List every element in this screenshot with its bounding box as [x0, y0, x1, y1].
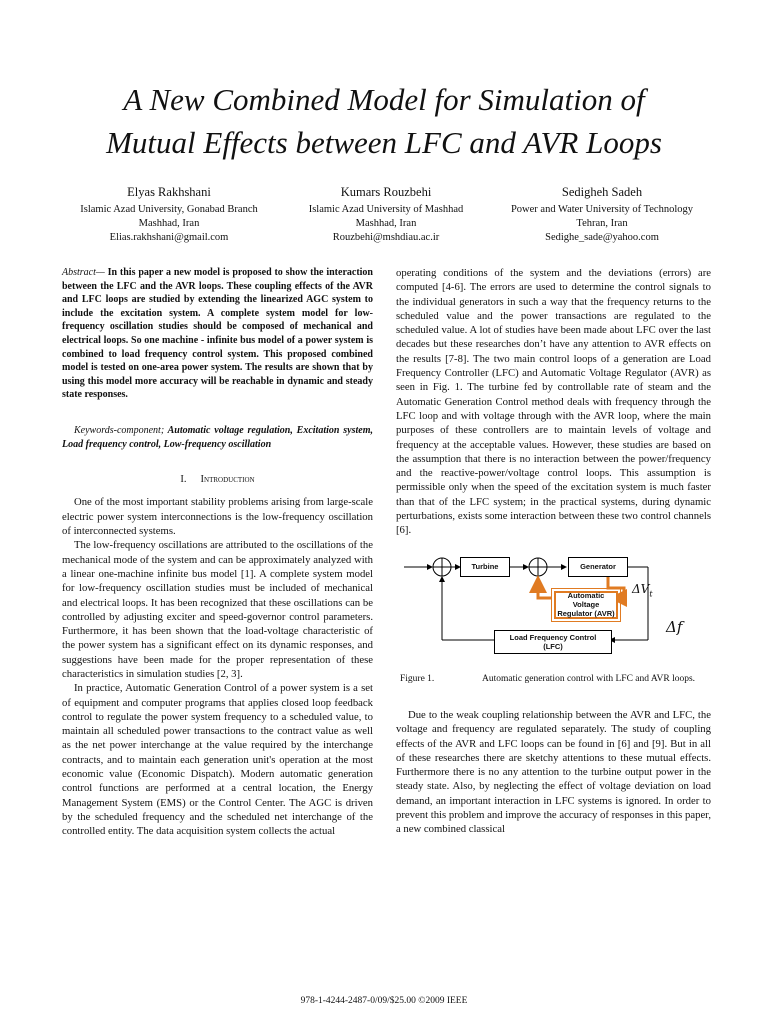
figure-1-diagram: [396, 548, 711, 666]
author-city: Mashhad, Iran: [138, 218, 200, 229]
lfc-label-line-1: Load Frequency Control: [509, 632, 597, 642]
author-affiliation: Power and Water University of Technology: [510, 204, 694, 215]
summing-junction-2: [529, 558, 547, 576]
figure-caption: [396, 672, 711, 686]
avr-block: [554, 591, 618, 619]
keywords-text: Automatic voltage regulation, Excitation system, Load frequency control, Low-frequency oscillation: [62, 424, 373, 450]
author-3: [492, 184, 712, 245]
avr-label-line-2: Regulator (AVR): [557, 609, 615, 619]
title-line-2: Mutual Effects between LFC and AVR Loops: [106, 125, 662, 160]
section-title: Introduction: [200, 474, 255, 486]
right-column: [396, 266, 711, 837]
delta-vt-subscript: t: [649, 589, 653, 599]
paper-title: [40, 78, 728, 164]
author-1: [62, 184, 276, 245]
keywords-lead: Keywords-component;: [74, 424, 165, 436]
body-paragraph: In practice, Automatic Generation Control of a power system is a set of equipment and computer programs that applies closed loop feedback control to regulate the power system frequency to a scheduled value, to maintain all scheduled power transactions to the contract value as well as the net power interchange at the value required by the interchange contracts, and to maintain each generation unit's operation at the most economic value (Economic Dispatch). Modern automatic generation control functions are performed at a central location, the Energy Management System (EMS) or the Control Center. The AGC is driven by the scheduled frequency and the scheduled net interchange of the controlled entity. The data acquisition system collects the actual: [62, 682, 373, 838]
turbine-block: Turbine: [460, 557, 510, 577]
author-affiliation: Islamic Azad University, Gonabad Branch: [80, 204, 258, 215]
author-email: Sedighe_sade@yahoo.com: [545, 232, 659, 243]
left-column: [62, 266, 373, 839]
author-affiliation: Islamic Azad University of Mashhad: [308, 204, 464, 215]
generator-block: Generator: [568, 557, 628, 577]
author-name: Kumars Rouzbehi: [340, 185, 432, 199]
body-paragraph: The low-frequency oscillations are attributed to the oscillations of the mechanical mode of the system and can be approximately analyzed with a linear one-machine infinite bus model [1]. A complete system model for low-frequency oscillation studies must be included of mechanical and electrical loops. It has been recognized that these oscillations can be controlled by adjusting exciter and speed-governor control parameters. Furthermore, it has been shown that the load-voltage characteristic of the power system has a significant effect on its dynamic responses, and suggestions have been made for the proper representation of these characteristics in simulation studies [2, 3].: [62, 539, 373, 680]
author-city: Tehran, Iran: [576, 218, 628, 229]
section-number: I.: [180, 474, 187, 486]
abstract-text: In this paper a new model is proposed to show the interaction between the LFC and the AVR loops. These coupling effects of the AVR and LFC loops are studied by extending the linearized AGC system to include the excitation system. A complete system model for low-frequency oscillation studies should be composed of mechanical and electrical loops. So one machine - infinite bus model of a power system is combined to load frequency control system. This proposed combined model is tested on one-area power system. The results are shown that by using this model more accuracy will be reachable in dynamic and steady state responses.: [62, 267, 373, 401]
avr-label-line-1: Automatic Voltage: [567, 591, 605, 610]
body-paragraph: Due to the weak coupling relationship between the AVR and LFC, the voltage and frequency are regulated separately. The study of coupling effects of the AVR and LFC loops can be found in [6] and [9]. But in all of these researches there are sketchy attentions to these mutual effects. Furthermore there is no any attention to the turbine output power in the steady state. Also, by neglecting the effect of voltage deviation on load demand, an important interaction in LFC systems is ignored. In order to prevent this problem and improve the accuracy of responses in this paper, a new combined classical: [396, 708, 711, 836]
delta-vt-symbol: ΔV: [632, 581, 650, 596]
body-paragraph: operating conditions of the system and the deviations (errors) are computed [4-6]. The errors are used to determine the control signals to the individual generators in such a way that the frequency returns to the scheduled value and the power transactions are regulated to the scheduled value. A lot of studies have been made about LFC over the last decades but these researches don’t have any attention to AVR effects on the results [7-8]. The two main control loops of a generation are Load Frequency Controller (LFC) and Automatic Voltage Regulator (AVR) as seen in Fig. 1. The turbine fed by controllable rate of steam and the Automatic Generation Control method deals with frequency through the LFC loop and with voltage through with the AVR loop, where the main purposes of these controllers are to maintain levels of voltage and frequency at the acceptable values. However, these studies are based on the assumption that there is no interaction between the power/frequency and the reactive-power/voltage control loops. This assumption is permissible only when the speed of the excitation system is much faster than that of the LFC system; in the practical systems, during dynamic perturbations, exists some interaction between these two control channels [6].: [396, 267, 711, 537]
body-paragraph: One of the most important stability problems arising from large-scale electric power system interconnections is the low-frequency oscillation of interconnected systems.: [62, 496, 373, 538]
keywords: [62, 424, 373, 451]
author-2: [288, 184, 484, 245]
delta-vt-label: [632, 582, 653, 602]
section-heading: [62, 473, 373, 487]
author-city: Mashhad, Iran: [355, 218, 417, 229]
caption-text: Automatic generation control with LFC and AVR loops.: [482, 673, 696, 684]
author-name: Sedigheh Sadeh: [561, 185, 643, 199]
author-block: [0, 184, 768, 254]
title-line-1: A New Combined Model for Simulation of: [123, 82, 645, 117]
abstract: [62, 266, 373, 402]
summing-junction-1: [433, 558, 451, 576]
page-footer: 978-1-4244-2487-0/09/$25.00 ©2009 IEEE: [300, 996, 468, 1006]
author-email: Rouzbehi@mshdiau.ac.ir: [332, 232, 440, 243]
lfc-block: [494, 630, 612, 654]
abstract-lead: Abstract—: [62, 267, 105, 278]
lfc-label-line-2: (LFC): [543, 641, 563, 651]
delta-f-label: Δf: [666, 617, 683, 636]
caption-label: Figure 1.: [400, 673, 435, 684]
author-name: Elyas Rakhshani: [127, 185, 211, 199]
author-email: Elias.rakhshani@gmail.com: [109, 232, 229, 243]
